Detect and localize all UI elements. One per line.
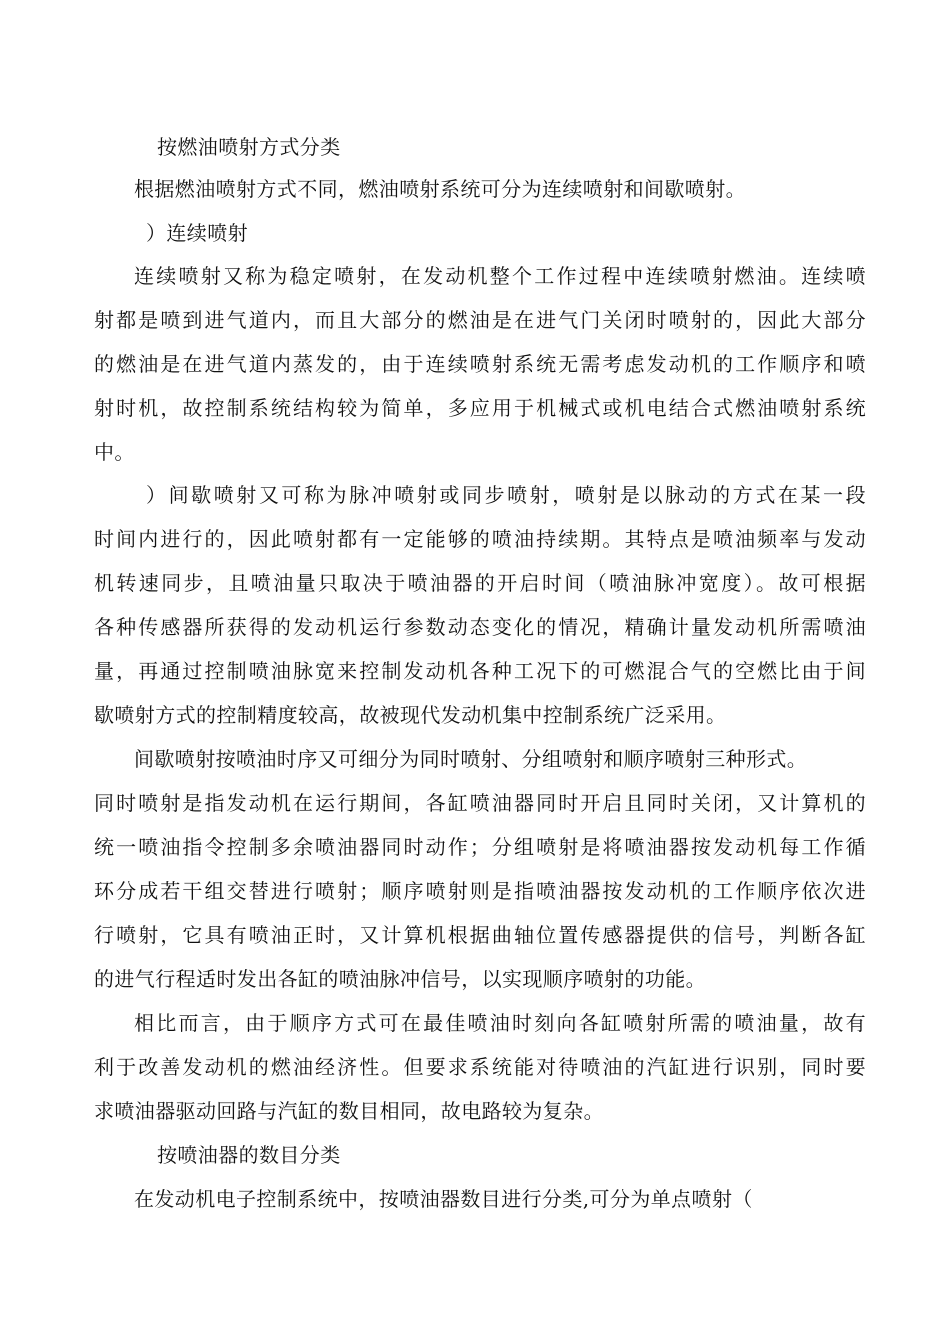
paragraph-comparison-line-1: 相比而言，由于顺序方式可在最佳喷油时刻向各缸喷射所需的喷油量，故有 xyxy=(134,1011,866,1035)
paragraph-timing-line-3: 统一喷油指令控制多余喷油器同时动作；分组喷射是将喷油器按发动机每工作循 xyxy=(94,835,866,859)
paragraph-continuous-line-3: 的燃油是在进气道内蒸发的，由于连续喷射系统无需考虑发动机的工作顺序和喷 xyxy=(94,352,866,376)
paragraph-comparison-line-2: 利于改善发动机的燃油经济性。但要求系统能对待喷油的汽缸进行识别，同时要 xyxy=(94,1055,866,1079)
section-heading-injector-count: 按喷油器的数目分类 xyxy=(157,1143,341,1167)
section-heading-injection-mode: 按燃油喷射方式分类 xyxy=(157,135,341,159)
paragraph-intermittent-line-3: 机转速同步，且喷油量只取决于喷油器的开启时间（喷油脉冲宽度）。故可根据 xyxy=(94,571,866,595)
paragraph-injector-count-line-1: 在发动机电子控制系统中，按喷油器数目进行分类,可分为单点喷射（ xyxy=(134,1187,753,1211)
paragraph-intermittent-line-4: 各种传感器所获得的发动机运行参数动态变化的情况，精确计量发动机所需喷油 xyxy=(94,615,866,639)
paragraph-comparison-line-3: 求喷油器驱动回路与汽缸的数目相同，故电路较为复杂。 xyxy=(94,1099,604,1123)
subheading-continuous-injection: ）连续喷射 xyxy=(146,221,248,245)
paragraph-continuous-line-2: 射都是喷到进气道内，而且大部分的燃油是在进气门关闭时喷射的，因此大部分 xyxy=(94,308,866,332)
paragraph-intro: 根据燃油喷射方式不同，燃油喷射系统可分为连续喷射和间歇喷射。 xyxy=(134,177,746,201)
paragraph-intermittent-line-2: 时间内进行的，因此喷射都有一定能够的喷油持续期。其特点是喷油频率与发动 xyxy=(94,527,866,551)
paragraph-timing-line-5: 行喷射，它具有喷油正时，又计算机根据曲轴位置传感器提供的信号，判断各缸 xyxy=(94,923,866,947)
paragraph-timing-line-6: 的进气行程适时发出各缸的喷油脉冲信号，以实现顺序喷射的功能。 xyxy=(94,967,706,991)
paragraph-intermittent-line-1: ）间歇喷射又可称为脉冲喷射或同步喷射，喷射是以脉动的方式在某一段 xyxy=(146,483,866,507)
paragraph-intermittent-line-6: 歇喷射方式的控制精度较高，故被现代发动机集中控制系统广泛采用。 xyxy=(94,703,727,727)
paragraph-continuous-line-4: 射时机，故控制系统结构较为简单，多应用于机械式或机电结合式燃油喷射系统 xyxy=(94,396,866,420)
paragraph-timing-line-4: 环分成若干组交替进行喷射；顺序喷射则是指喷油器按发动机的工作顺序依次进 xyxy=(94,879,866,903)
paragraph-continuous-line-5: 中。 xyxy=(94,440,135,464)
paragraph-timing-line-1: 间歇喷射按喷油时序又可细分为同时喷射、分组喷射和顺序喷射三种形式。 xyxy=(134,747,808,771)
paragraph-timing-line-2: 同时喷射是指发动机在运行期间，各缸喷油器同时开启且同时关闭，又计算机的 xyxy=(94,791,866,815)
paragraph-continuous-line-1: 连续喷射又称为稳定喷射，在发动机整个工作过程中连续喷射燃油。连续喷 xyxy=(134,264,866,288)
paragraph-intermittent-line-5: 量，再通过控制喷油脉宽来控制发动机各种工况下的可燃混合气的空燃比由于间 xyxy=(94,659,866,683)
